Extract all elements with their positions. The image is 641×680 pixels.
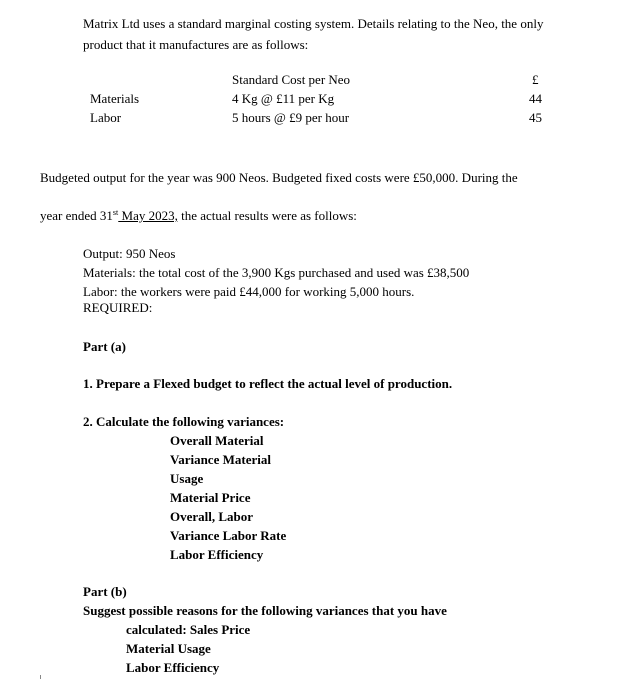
- actual-materials: Materials: the total cost of the 3,900 Kgs purchased and used was £38,500: [83, 265, 470, 280]
- page-edge-mark: [40, 675, 41, 679]
- list-item: Labor Efficiency: [170, 547, 264, 562]
- budget-date: May 2023,: [118, 208, 178, 223]
- part-b-line-2: calculated: Sales Price: [126, 622, 251, 637]
- actual-output: Output: 950 Neos: [83, 246, 176, 261]
- list-item: Usage: [170, 471, 204, 486]
- part-b-heading: Part (b): [83, 584, 127, 599]
- currency-header: £: [532, 72, 539, 87]
- required-label: REQUIRED:: [83, 300, 153, 315]
- list-item: Overall Material: [170, 433, 264, 448]
- list-item: Material Usage: [126, 641, 211, 656]
- part-a-heading: Part (a): [83, 339, 126, 354]
- actual-labor: Labor: the workers were paid £44,000 for working 5,000 hours.: [83, 284, 415, 299]
- part-b-line-1: Suggest possible reasons for the following variances that you have: [83, 603, 447, 618]
- part-a-question-2: 2. Calculate the following variances:: [83, 414, 285, 429]
- labor-amount: 45: [529, 110, 542, 125]
- intro-line-1: Matrix Ltd uses a standard marginal costing system. Details relating to the Neo, the only: [83, 16, 544, 31]
- list-item: Overall, Labor: [170, 509, 254, 524]
- list-item: Material Price: [170, 490, 251, 505]
- materials-detail: 4 Kg @ £11 per Kg: [232, 91, 335, 106]
- budget-line-2: [40, 209, 357, 222]
- part-a-question-1: 1. Prepare a Flexed budget to reflect the actual level of production.: [83, 376, 453, 391]
- materials-amount: 44: [529, 91, 542, 106]
- intro-line-2: product that it manufactures are as follows:: [83, 37, 309, 52]
- budget-line-1: Budgeted output for the year was 900 Neos. Budgeted fixed costs were £50,000. During the: [40, 170, 518, 185]
- standard-cost-header: Standard Cost per Neo: [232, 72, 351, 87]
- list-item: Labor Efficiency: [126, 660, 220, 675]
- budget-ordinal-suffix: st: [112, 208, 119, 217]
- materials-label: Materials: [90, 91, 140, 106]
- labor-detail: 5 hours @ £9 per hour: [232, 110, 350, 125]
- budget-line-2-prefix: year ended 31: [40, 208, 113, 223]
- list-item: Variance Labor Rate: [170, 528, 287, 543]
- labor-label: Labor: [90, 110, 122, 125]
- budget-line-2-suffix: the actual results were as follows:: [177, 208, 357, 223]
- list-item: Variance Material: [170, 452, 271, 467]
